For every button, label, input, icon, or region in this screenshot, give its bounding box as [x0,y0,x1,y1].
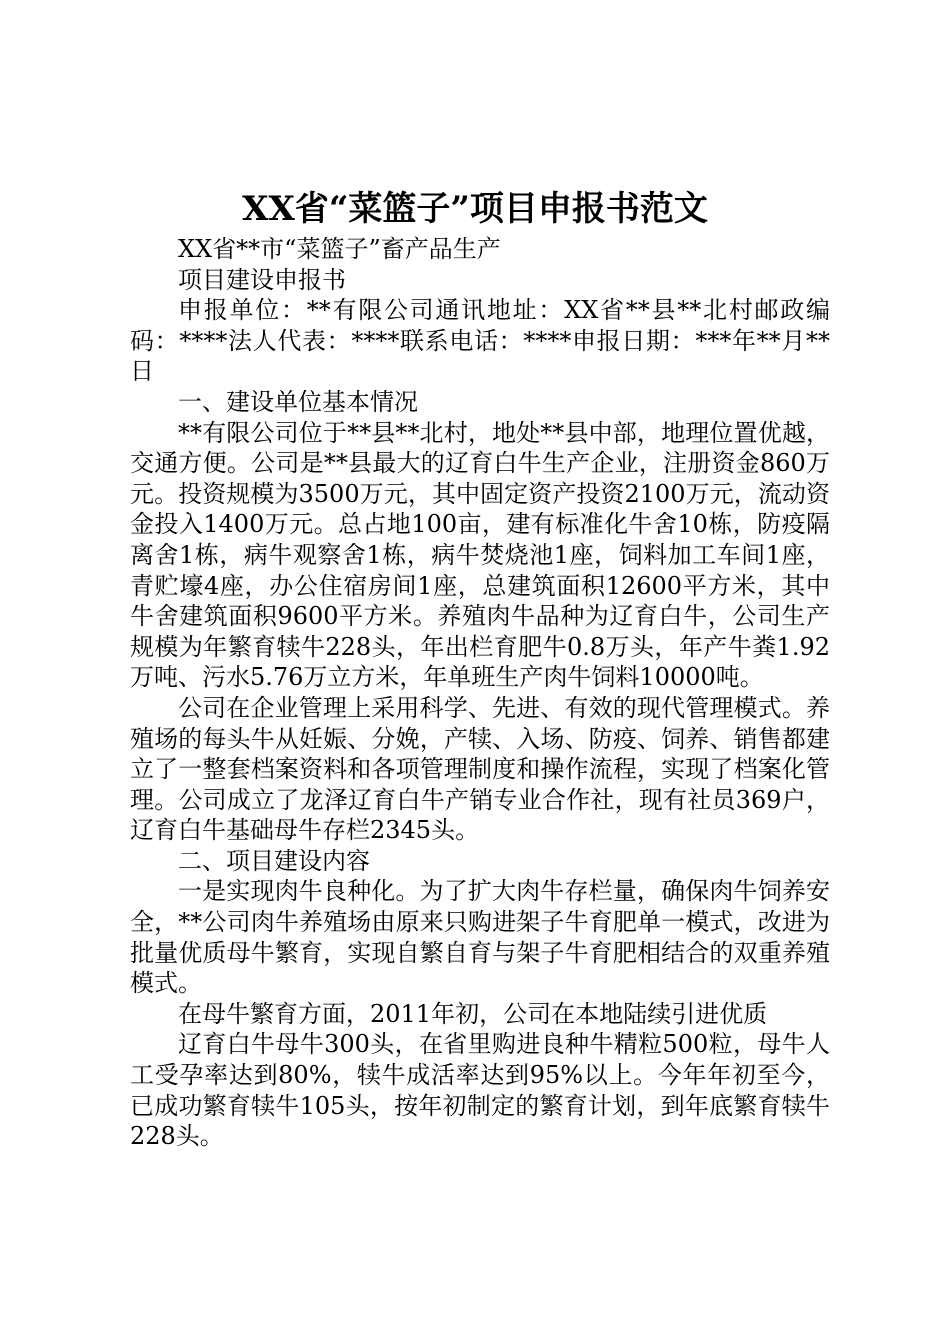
paragraph-heading-line-1: XX省**市“菜篮子”畜产品生产 [178,235,501,263]
document-title: XX省“菜篮子”项目申报书范文 [242,189,708,229]
paragraph-breeding-start: 在母牛繁育方面，2011年初，公司在本地陆续引进优质 [178,999,768,1028]
paragraph-applicant-info: 申报单位：**有限公司通讯地址：XX省**县**北村邮政编码：****法人代表：****联系电话：****申报日期：***年**月**日 [130,296,830,386]
paragraph-breeding-results: 辽育白牛母牛300头，在省里购进良种牛精粒500粒，母牛人工受孕率达到80%，犊牛成活率达到95%以上。今年年初至今，已成功繁育犊牛105头，按年初制定的繁育计划，到年底繁育犊牛228头。 [130,1030,830,1151]
paragraph-company-overview: **有限公司位于**县**北村，地处**县中部，地理位置优越，交通方便。公司是**县最大的辽育白牛生产企业，注册资金860万元。投资规模为3500万元，其中固定资产投资2100万元，流动资金投入1400万元。总占地100亩，建有标准化牛舍10栋，防疫隔离舍1栋，病牛观察舍1栋，病牛焚烧池1座，饲料加工车间1座，青贮壕4座，办公住宿房间1座，总建筑面积12600平方米，其中牛舍建筑面积9600平方米。养殖肉牛品种为辽育白牛，公司生产规模为年繁育犊牛228头，年出栏育肥牛0.8万头，年产牛粪1.92万吨、污水5.76万立方米，年单班生产肉牛饲料10000吨。 [130,418,830,692]
section-heading-2: 二、项目建设内容 [178,846,370,875]
document-body [130,234,830,1152]
section-heading-1: 一、建设单位基本情况 [178,387,418,416]
paragraph-breeding-goal: 一是实现肉牛良种化。为了扩大肉牛存栏量，确保肉牛饲养安全，**公司肉牛养殖场由原来只购进架子牛育肥单一模式，改进为批量优质母牛繁育，实现自繁自育与架子牛育肥相结合的双重养殖模式。 [130,877,830,998]
paragraph-management: 公司在企业管理上采用科学、先进、有效的现代管理模式。养殖场的每头牛从妊娠、分娩，产犊、入场、防疫、饲养、销售都建立了一整套档案资料和各项管理制度和操作流程，实现了档案化管理。公司成立了龙泽辽育白牛产销专业合作社，现有社员369户，辽育白牛基础母牛存栏2345头。 [130,693,830,845]
paragraph-heading-line-2: 项目建设申报书 [178,265,346,294]
